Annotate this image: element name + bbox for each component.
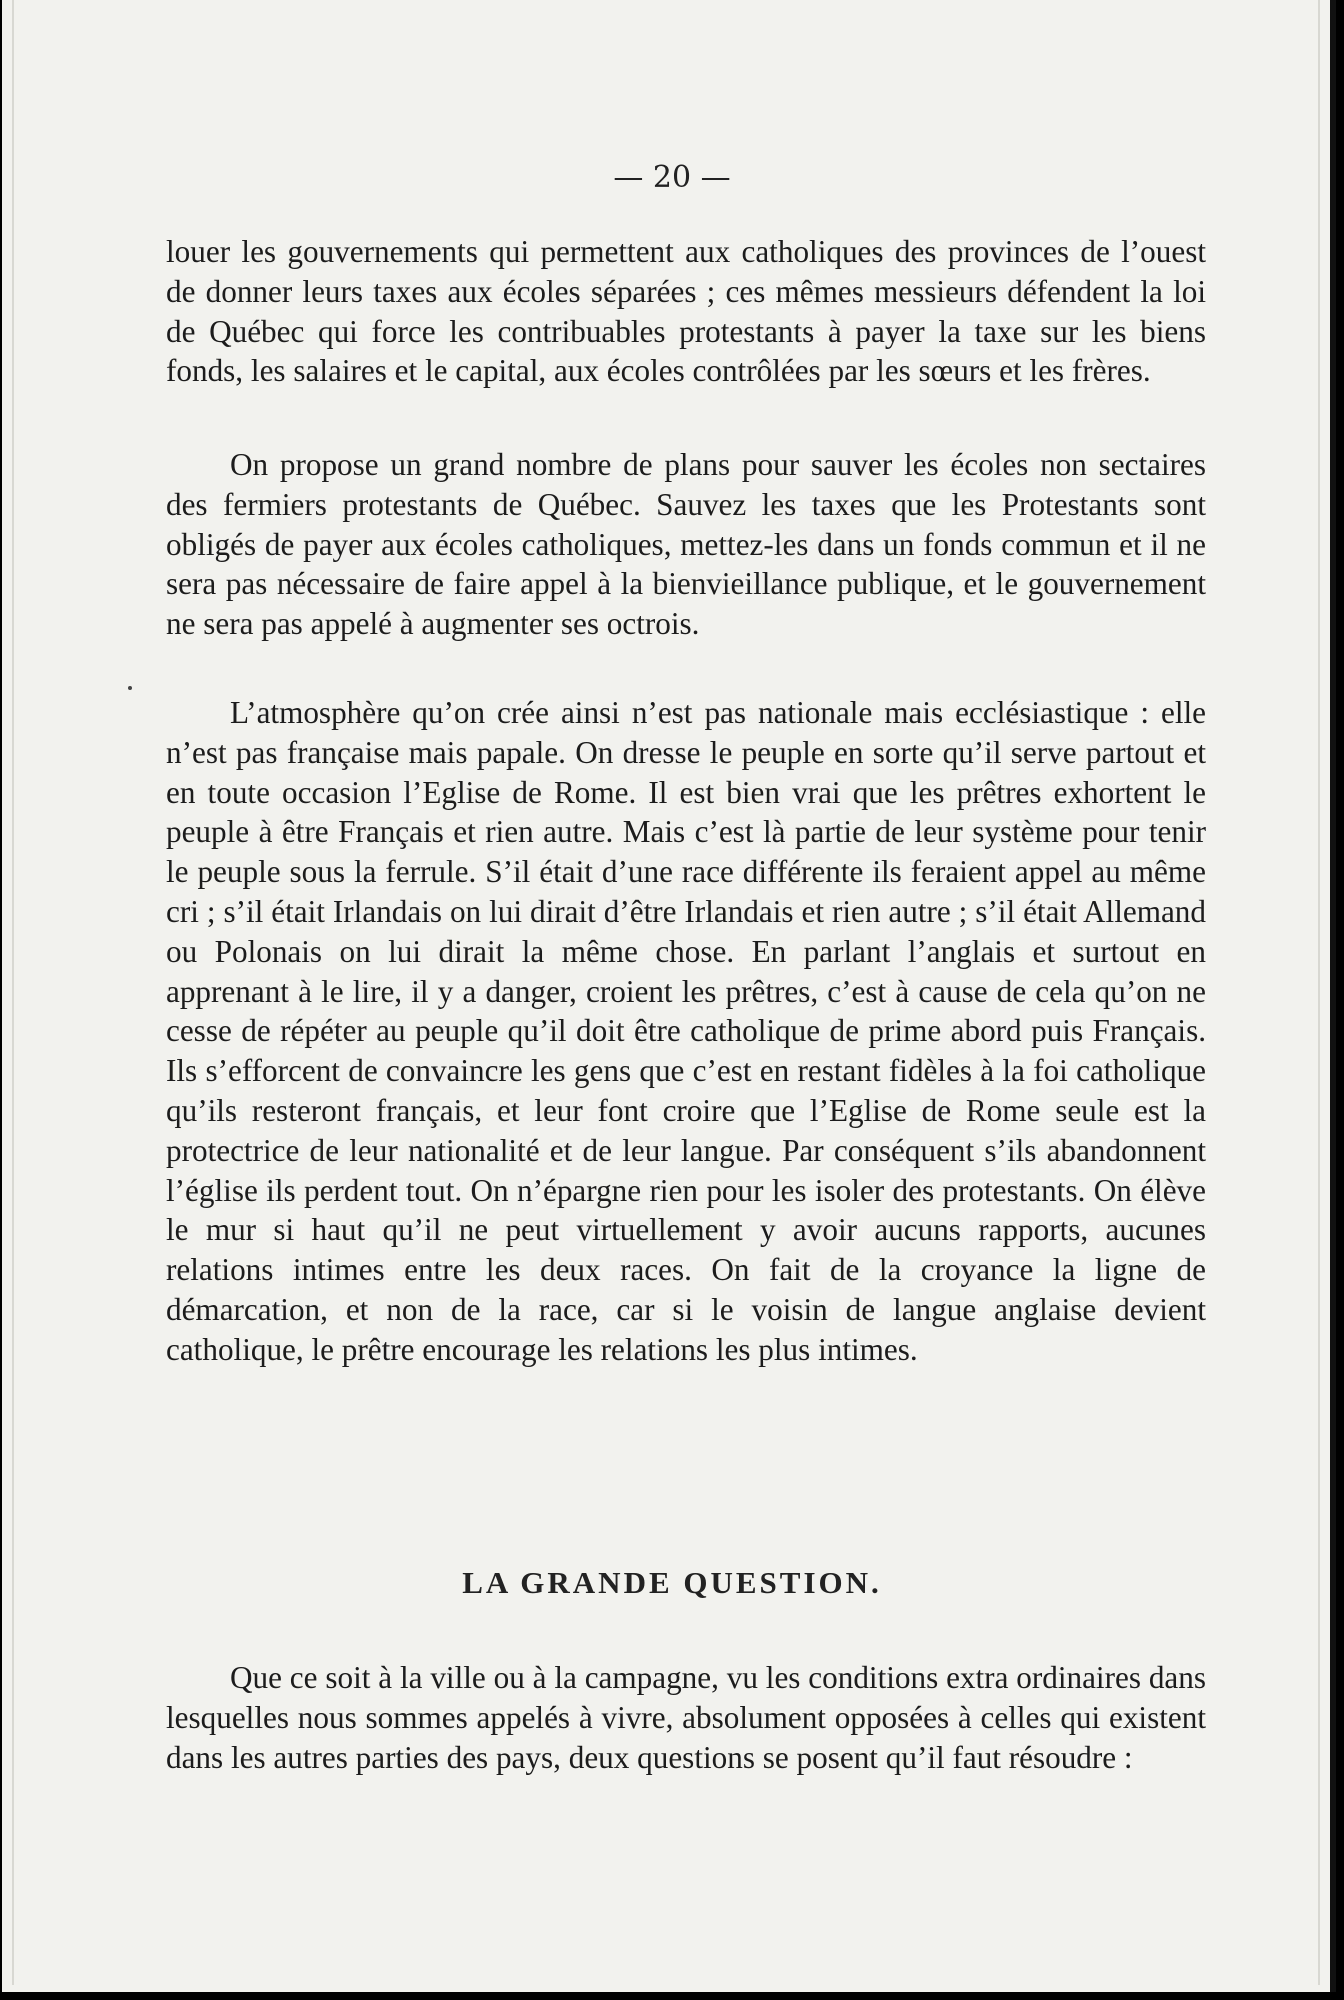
paragraph-atmosphere: L’atmosphère qu’on crée ainsi n’est pas nationale mais ecclésiastique : elle n’est pas française mais papale. On dresse le peuple en sorte qu’il serve partout et en toute occasion l’Eglise de Rome. Il est bien vrai que les prêtres exhortent le peuple à être Français et rien autre. Mais c’est là partie de leur système pour tenir le peuple sous la ferrule. S’il était d’une race différente ils feraient appel au même cri ; s’il était Irlandais on lui dirait d’être Irlandais et rien autre ; s’il était Allemand ou Polonais on lui dirait la même chose. En parlant l’anglais et surtout en apprenant à le lire, il y a danger, croient les prêtres, c’est à cause de cela qu’on ne cesse de répéter au peuple qu’il doit être catholique de prime abord puis Français. Ils s’efforcent de convaincre les gens que c’est en restant fidèles à la foi catholique qu’ils resteront français, et leur font croire que l’Eglise de Rome seule est la protectrice de leur nationalité et de leur langue. Par conséquent s’ils abandonnent l’église ils perdent tout. On n’épargne rien pour les isoler des protestants. On élève le mur si haut qu’il ne peut virtuellement y avoir aucuns rapports, aucunes relations intimes entre les deux races. On fait de la croyance la ligne de démarcation, et non de la race, car si le voisin de langue anglaise devient catholique, le prêtre encourage les relations les plus intimes. <box>166 695 1206 1367</box>
paragraph-plans: On propose un grand nombre de plans pour sauver les écoles non sectaires des fermiers protestants de Québec. Sauvez les taxes que les Protestants sont obligés de payer aux écoles catholiques, mettez-les dans un fonds commun et il ne sera pas nécessaire de faire appel à la bienvieillance publique, et le gouvernement ne sera pas appelé à augmenter ses octrois. <box>166 447 1206 642</box>
ink-speck <box>128 686 132 690</box>
section-heading: LA GRANDE QUESTION. <box>462 1565 882 1600</box>
page-number: — 20 — <box>613 160 731 195</box>
paragraph-grande-question: Que ce soit à la ville ou à la campagne, vu les conditions extra ordinaires dans lesquelles nous sommes appelés à vivre, absolument opposées à celles qui existent dans les autres parties des pays, deux questions se posent qu’il faut résoudre : <box>166 1660 1206 1775</box>
paragraph-continuation: louer les gouvernements qui permettent aux catholiques des provinces de l’ouest de donner leurs taxes aux écoles séparées ; ces mêmes messieurs défendent la loi de Québec qui force les contribuables protestants à payer la taxe sur les biens fonds, les salaires et le capital, aux écoles contrôlées par les sœurs et les frères. <box>166 234 1206 389</box>
